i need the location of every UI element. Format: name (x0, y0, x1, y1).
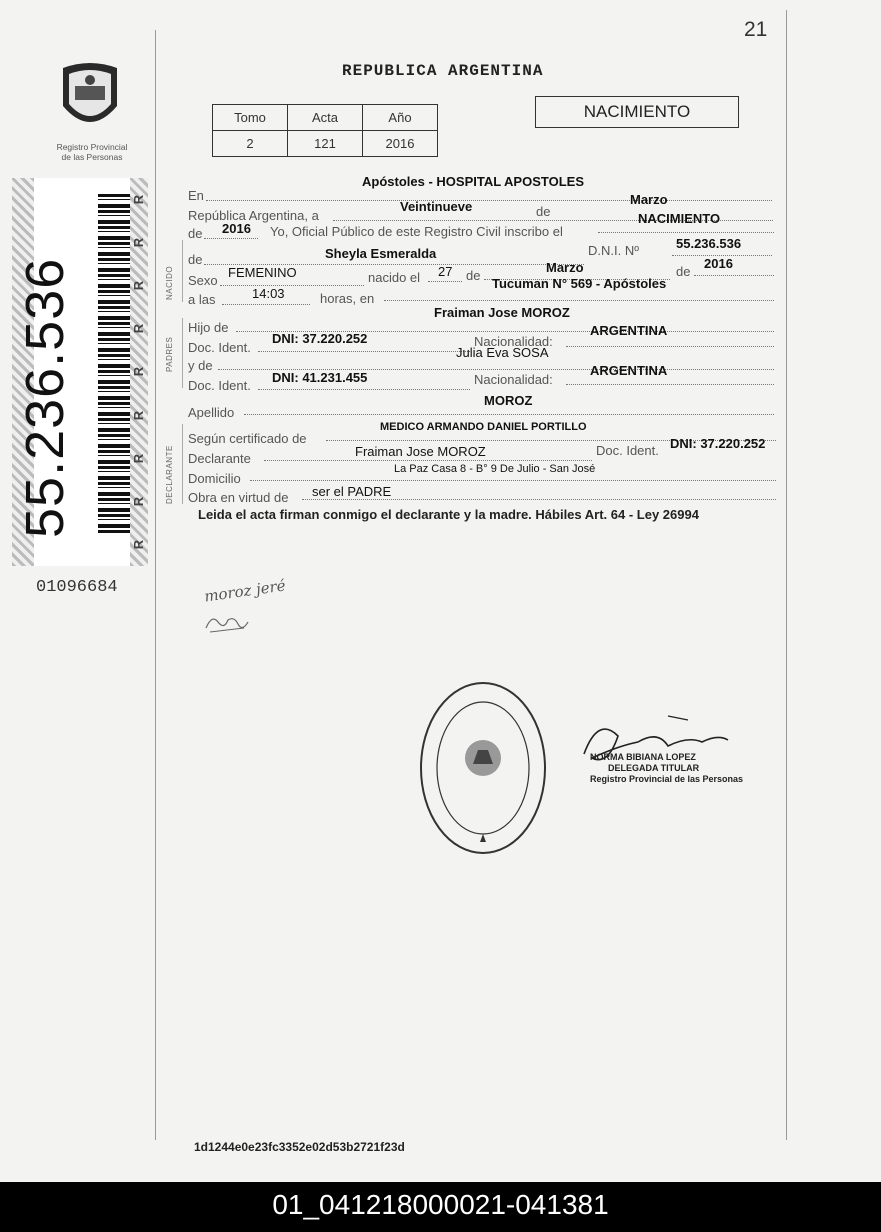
side-letter: R (131, 237, 147, 248)
label-y-de: y de (188, 358, 213, 373)
label-republica: República Argentina, a (188, 208, 319, 223)
table-cell: 2016 (363, 131, 438, 157)
value-mother: Julia Eva SOSA (456, 345, 549, 360)
value-domicilio: La Paz Casa 8 - B° 9 De Julio - San José (394, 463, 596, 475)
table-header: Año (363, 105, 438, 131)
label-doc2: Doc. Ident. (188, 378, 251, 393)
dotted-line (258, 389, 470, 390)
dotted-line (258, 351, 470, 352)
document-hash: 1d1244e0e23fc3352e02d53b2721f23d (194, 1140, 405, 1154)
registry-label-line1: Registro Provincial (56, 142, 128, 152)
official-role: DELEGADA TITULAR (608, 763, 700, 773)
registry-logo (55, 58, 125, 138)
serial-number: 01096684 (36, 578, 118, 597)
table-header: Acta (288, 105, 363, 131)
label-de2: de (188, 226, 203, 241)
dotted-line (566, 346, 774, 347)
section-divider (182, 240, 183, 302)
dotted-line (428, 281, 462, 282)
label-horas: horas, en (320, 291, 375, 306)
side-letter: R (131, 410, 147, 420)
side-letter: R (131, 281, 147, 291)
official-name: NORMA BIBIANA LOPEZ (590, 752, 696, 762)
official-stamp (418, 680, 548, 856)
label-de4: de (466, 268, 481, 283)
label-de: de (536, 204, 551, 219)
value-nac1: ARGENTINA (590, 323, 668, 338)
value-place: Tucuman N° 569 - Apóstoles (492, 276, 667, 291)
label-hijo: Hijo de (188, 320, 229, 335)
dotted-line (302, 499, 776, 500)
label-oficial: Yo, Oficial Público de este Registro Civil inscribo el (270, 224, 563, 239)
barcode-number: 55.236.536 (15, 257, 75, 538)
label-declarante: Declarante (188, 451, 251, 466)
closing-text: Leida el acta firman conmigo el declarante y la madre. Hábiles Art. 64 - Ley 26994 (198, 507, 699, 522)
value-father: Fraiman Jose MOROZ (434, 305, 570, 320)
side-letter: R (131, 453, 147, 463)
value-birth-month: Marzo (546, 260, 584, 275)
side-letter: R (131, 539, 147, 550)
dotted-line (250, 480, 776, 481)
label-nac2: Nacionalidad: (474, 372, 553, 387)
label-en: En (188, 188, 204, 203)
label-doc3: Doc. Ident. (596, 443, 659, 458)
left-margin-line (155, 30, 156, 1140)
value-doc3: DNI: 37.220.252 (670, 436, 766, 451)
side-letters (130, 178, 148, 566)
mother-signature (204, 610, 250, 634)
side-letter: R (131, 496, 147, 507)
section-nacido: NACIDO (165, 265, 174, 300)
value-doc2: DNI: 41.231.455 (272, 370, 368, 385)
value-hour: 14:03 (252, 286, 285, 301)
footer-bar: 01_041218000021-041381 (0, 1182, 881, 1232)
dotted-line (222, 304, 310, 305)
label-cert: Según certificado de (188, 431, 307, 446)
official-block (590, 752, 743, 785)
label-nacido: nacido el (368, 270, 421, 285)
dotted-line (694, 275, 774, 276)
section-divider (182, 318, 183, 388)
value-year: 2016 (222, 221, 251, 236)
document-title: REPUBLICA ARGENTINA (342, 62, 544, 80)
barcode-bars (98, 194, 134, 534)
section-divider (182, 424, 183, 504)
value-sexo: FEMENINO (228, 265, 297, 280)
side-letter: R (131, 367, 147, 377)
section-padres: PADRES (165, 336, 174, 372)
value-cert: MEDICO ARMANDO DANIEL PORTILLO (380, 421, 587, 433)
page-number: 21 (744, 18, 768, 41)
value-dni: 55.236.536 (676, 236, 742, 251)
dotted-line (384, 300, 774, 301)
value-birth-day: 27 (438, 264, 453, 279)
label-de5: de (676, 264, 691, 279)
value-nac2: ARGENTINA (590, 363, 668, 378)
dotted-line (204, 238, 258, 239)
label-de3: de (188, 252, 203, 267)
registry-label (48, 142, 136, 162)
label-obra: Obra en virtud de (188, 490, 289, 505)
value-doc1: DNI: 37.220.252 (272, 331, 368, 346)
label-doc1: Doc. Ident. (188, 340, 251, 355)
table-cell: 2 (213, 131, 288, 157)
dotted-line (244, 414, 774, 415)
table-cell: 121 (288, 131, 363, 157)
record-table (212, 104, 438, 157)
dotted-line (598, 232, 774, 233)
barcode-panel (12, 178, 148, 566)
value-obra: ser el PADRE (312, 484, 392, 499)
label-apellido: Apellido (188, 405, 235, 420)
dotted-line (220, 285, 364, 286)
value-inscribo: NACIMIENTO (638, 211, 721, 226)
label-a-las: a las (188, 292, 216, 307)
official-office: Registro Provincial de las Personas (590, 774, 744, 784)
value-en: Apóstoles - HOSPITAL APOSTOLES (362, 174, 584, 189)
dotted-line (206, 200, 772, 201)
section-declarante: DECLARANTE (165, 445, 174, 504)
value-day: Veintinueve (400, 199, 473, 214)
value-month: Marzo (630, 192, 668, 207)
declarante-signature: moroz jeré (203, 576, 287, 606)
side-letter: R (131, 324, 147, 334)
registry-label-line2: de las Personas (61, 152, 123, 162)
label-nac1: Nacionalidad: (474, 334, 553, 349)
dotted-line (566, 384, 774, 385)
label-sexo: Sexo (188, 273, 218, 288)
record-type-box: NACIMIENTO (535, 96, 739, 128)
dotted-line (264, 460, 592, 461)
value-apellido: MOROZ (484, 393, 533, 408)
value-declarante: Fraiman Jose MOROZ (355, 444, 486, 459)
right-margin-line (786, 10, 787, 1140)
label-domicilio: Domicilio (188, 471, 241, 486)
label-dni: D.N.I. Nº (588, 243, 639, 258)
table-header: Tomo (213, 105, 288, 131)
value-name: Sheyla Esmeralda (325, 246, 437, 261)
value-birth-year: 2016 (704, 256, 733, 271)
side-letter: R (131, 194, 147, 205)
